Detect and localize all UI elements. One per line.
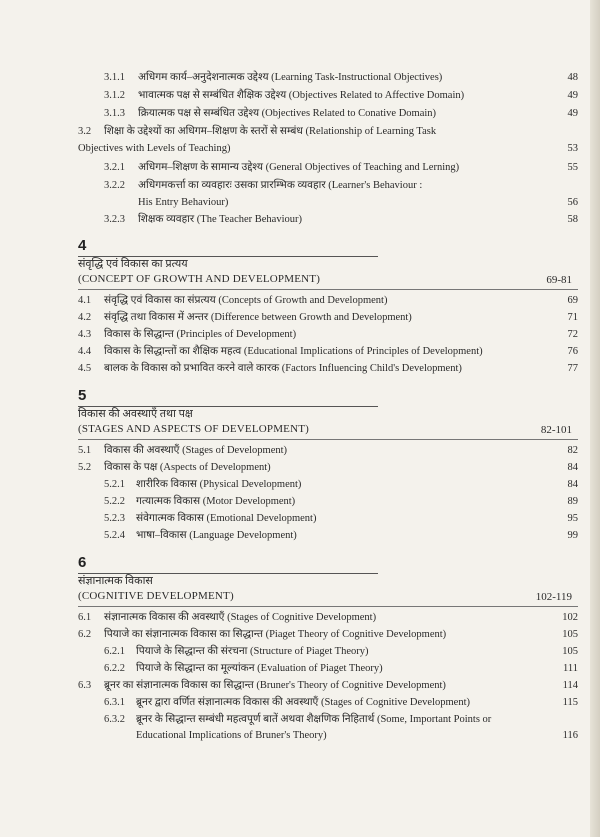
entry-number: 6.2.1 — [104, 646, 125, 657]
chapter-page-range: 82-101 — [540, 424, 572, 436]
entry-title: संवृद्धि एवं विकास का संप्रत्यय (Concepts of Growth and Development) — [104, 295, 388, 306]
entry-number: 6.1 — [78, 612, 92, 623]
page-edge — [590, 0, 600, 837]
entry-page: 82 — [567, 445, 578, 456]
entry-number: 6.3.1 — [104, 697, 125, 708]
entry-number: 4.4 — [78, 346, 92, 357]
chapter-title-english: (STAGES AND ASPECTS OF DEVELOPMENT) — [78, 423, 310, 435]
entry-page: 55 — [567, 162, 578, 173]
entry-number: 6.3.2 — [104, 714, 125, 725]
entry-number: 5.2 — [78, 462, 92, 473]
entry-page: 69 — [567, 295, 578, 306]
entry-title: शारीरिक विकास (Physical Development) — [136, 479, 302, 490]
entry-title: विकास के सिद्धान्त (Principles of Development) — [104, 329, 297, 340]
entry-page: 95 — [567, 513, 578, 524]
entry-page: 48 — [567, 72, 578, 83]
entry-title: पियाजे के सिद्धान्त का मूल्यांकन (Evaluation of Piaget Theory) — [136, 663, 383, 674]
entry-page: 114 — [562, 680, 578, 691]
entry-title: संवेगात्मक विकास (Emotional Development) — [136, 513, 317, 524]
chapter-page-range: 69-81 — [546, 274, 572, 286]
entry-page: 84 — [567, 479, 578, 490]
chapter-number: 5 — [78, 387, 87, 404]
chapter-title-english: (CONCEPT OF GROWTH AND DEVELOPMENT) — [78, 273, 321, 285]
entry-page: 111 — [563, 663, 578, 674]
entry-page: 105 — [562, 646, 578, 657]
entry-title: भावात्मक पक्ष से सम्बंधित शैक्षिक उद्देश्य (Objectives Related to Affective Domain) — [138, 90, 465, 101]
chapter-number: 6 — [78, 554, 87, 571]
entry-number: 5.2.4 — [104, 530, 125, 541]
entry-title-continued: His Entry Behaviour) — [138, 197, 229, 208]
entry-number: 5.2.1 — [104, 479, 125, 490]
entry-number: 4.3 — [78, 329, 92, 340]
entry-title: पियाजे का संज्ञानात्मक विकास का सिद्धान्त (Piaget Theory of Cognitive Development) — [104, 629, 447, 640]
entry-page: 49 — [567, 90, 578, 101]
chapter-page-range: 102-119 — [535, 591, 572, 603]
entry-page: 72 — [567, 329, 578, 340]
entry-page: 84 — [567, 462, 578, 473]
entry-title: क्रियात्मक पक्ष से सम्बंधित उद्देश्य (Objectives Related to Conative Domain) — [138, 108, 437, 119]
entry-page: 116 — [562, 730, 578, 741]
entry-number: 6.2.2 — [104, 663, 125, 674]
entry-title: अधिगम कार्य–अनुदेशनात्मक उद्देश्य (Learning Task-Instructional Objectives) — [138, 72, 443, 83]
entry-page: 77 — [567, 363, 578, 374]
entry-title: पियाजे के सिद्धान्त की संरचना (Structure of Piaget Theory) — [136, 646, 369, 657]
entry-number: 3.2.1 — [104, 162, 125, 173]
entry-number: 3.2.2 — [104, 180, 125, 191]
entry-page: 105 — [562, 629, 578, 640]
entry-page: 99 — [567, 530, 578, 541]
entry-page: 115 — [562, 697, 578, 708]
entry-title: शिक्षक व्यवहार (The Teacher Behaviour) — [138, 214, 302, 225]
entry-page: 71 — [567, 312, 578, 323]
entry-number: 4.5 — [78, 363, 92, 374]
entry-title: शिक्षा के उद्देश्यों का अधिगम–शिक्षण के स्तरों से सम्बंध (Relationship of Learning Task — [104, 126, 437, 137]
entry-page: 49 — [567, 108, 578, 119]
entry-number: 3.2.3 — [104, 214, 125, 225]
entry-title: विकास के पक्ष (Aspects of Development) — [104, 462, 271, 473]
entry-number: 6.3 — [78, 680, 92, 691]
chapter-title-hindi: संज्ञानात्मक विकास — [78, 575, 153, 587]
entry-title: संवृद्धि तथा विकास में अन्तर (Difference between Growth and Development) — [104, 312, 412, 323]
entry-title: बालक के विकास को प्रभावित करने वाले कारक (Factors Influencing Child's Development) — [104, 363, 462, 374]
chapter-rule-bottom — [78, 289, 578, 290]
entry-title: अधिगमकर्त्ता का व्यवहारः उसका प्रारम्भिक व्यवहार (Learner's Behaviour : — [138, 180, 423, 191]
entry-title: विकास की अवस्थाएँ (Stages of Development) — [104, 445, 288, 456]
chapter-rule-bottom — [78, 439, 578, 440]
entry-page: 102 — [562, 612, 578, 623]
entry-title: ब्रूनर का संज्ञानात्मक विकास का सिद्धान्त (Bruner's Theory of Cognitive Development) — [104, 680, 446, 691]
entry-title-continued: Educational Implications of Bruner's Theory) — [136, 730, 327, 741]
entry-number: 5.2.3 — [104, 513, 125, 524]
entry-title: संज्ञानात्मक विकास की अवस्थाएँ (Stages of Cognitive Development) — [104, 612, 377, 623]
entry-page: 56 — [567, 197, 578, 208]
entry-number: 5.1 — [78, 445, 92, 456]
entry-title-continued: Objectives with Levels of Teaching) — [78, 143, 231, 154]
entry-title: भाषा–विकास (Language Development) — [136, 530, 297, 541]
entry-number: 4.1 — [78, 295, 92, 306]
entry-number: 3.1.1 — [104, 72, 125, 83]
entry-title: गत्यात्मक विकास (Motor Development) — [136, 496, 296, 507]
entry-page: 89 — [567, 496, 578, 507]
entry-page: 76 — [567, 346, 578, 357]
entry-number: 3.2 — [78, 126, 92, 137]
entry-title: अधिगम–शिक्षण के सामान्य उद्देश्य (General Objectives of Teaching and Lerning) — [138, 162, 460, 173]
chapter-title-hindi: संवृद्धि एवं विकास का प्रत्यय — [78, 258, 188, 270]
entry-number: 6.2 — [78, 629, 92, 640]
entry-title: ब्रूनर द्वारा वर्णित संज्ञानात्मक विकास की अवस्थाएँ (Stages of Cognitive Development) — [136, 697, 470, 708]
entry-number: 3.1.3 — [104, 108, 125, 119]
entry-title: विकास के सिद्धान्तों का शैक्षिक महत्व (Educational Implications of Principles of Development) — [104, 346, 483, 357]
entry-page: 53 — [567, 143, 578, 154]
entry-title: ब्रूनर के सिद्धान्त सम्बंधी महत्वपूर्ण बातें अथवा शैक्षणिक निहितार्थ (Some, Important Points or — [136, 714, 492, 725]
entry-number: 3.1.2 — [104, 90, 125, 101]
entry-number: 5.2.2 — [104, 496, 125, 507]
entry-number: 4.2 — [78, 312, 92, 323]
chapter-title-hindi: विकास की अवस्थाएँ तथा पक्ष — [78, 408, 193, 420]
chapter-title-english: (COGNITIVE DEVELOPMENT) — [78, 590, 234, 602]
chapter-number: 4 — [78, 237, 87, 254]
chapter-rule-bottom — [78, 606, 578, 607]
entry-page: 58 — [567, 214, 578, 225]
